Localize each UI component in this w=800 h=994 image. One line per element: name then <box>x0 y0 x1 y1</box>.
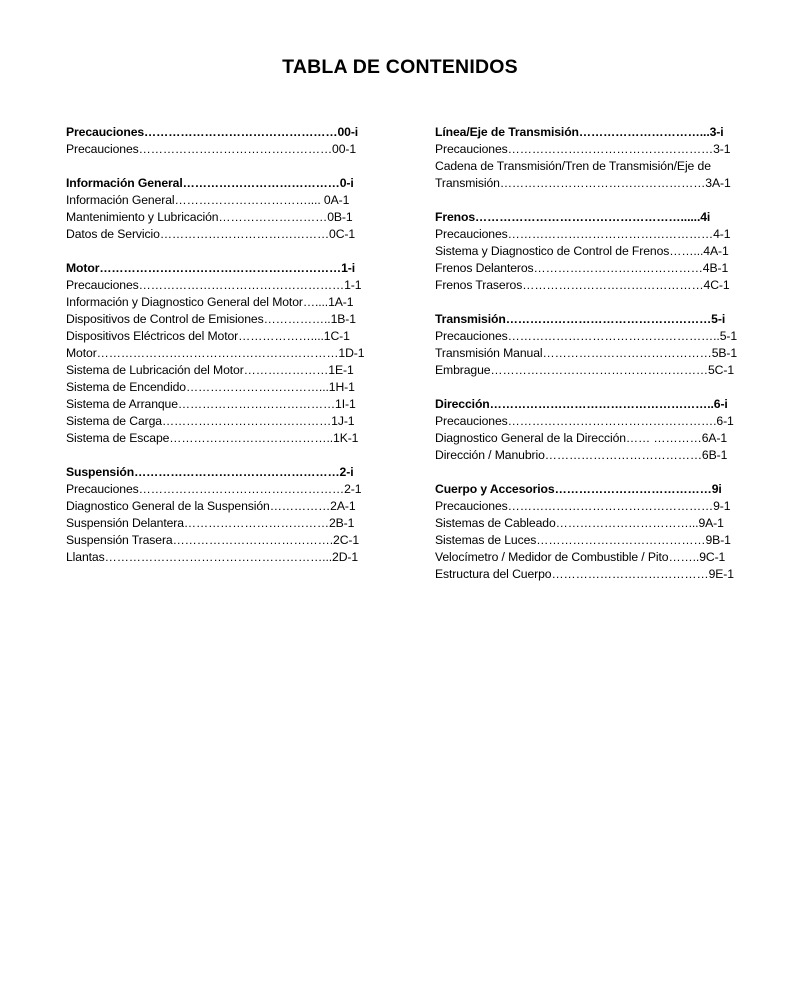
toc-entry: Dispositivos Eléctricos del Motor………………....1C-1 <box>66 329 350 343</box>
toc-entry: Sistema de Lubricación del Motor…………………1E-1 <box>66 363 354 377</box>
toc-entry: Sistemas de Luces……………………………………9B-1 <box>435 533 731 547</box>
toc-heading: Suspensión……………………………………………2-i <box>66 465 354 479</box>
toc-heading: Línea/Eje de Transmisión…………………………...3-i <box>435 125 724 139</box>
toc-entry: Precauciones……………………………………………2-1 <box>66 482 362 496</box>
toc-entry: Sistema y Diagnostico de Control de Frenos……...4A-1 <box>435 244 729 258</box>
toc-entry: Sistema de Encendido……………………………...1H-1 <box>66 380 355 394</box>
page-title: TABLA DE CONTENIDOS <box>282 56 518 78</box>
toc-entry: Precauciones……………………………………………1-1 <box>66 278 362 292</box>
toc-entry: Velocímetro / Medidor de Combustible / Pito……..9C-1 <box>435 550 726 564</box>
toc-section-transmision <box>435 311 757 379</box>
toc-entry: Precauciones……………………………………………..5-1 <box>435 329 738 343</box>
toc-section-frenos <box>435 209 757 294</box>
toc-entry: Suspensión Trasera………………………………….2C-1 <box>66 533 360 547</box>
toc-entry: Diagnostico General de la Dirección…… …………6A-1 <box>435 431 728 445</box>
toc-section-direccion <box>435 396 757 464</box>
toc-section-informacion-general <box>66 175 382 243</box>
toc-entry: Precauciones……………………………………………3-1 <box>435 142 731 156</box>
toc-heading: Información General…………………………………0-i <box>66 176 354 190</box>
toc-heading: Dirección………………………………………………..6-i <box>435 397 728 411</box>
toc-section-cuerpo-accesorios <box>435 481 757 583</box>
toc-section-suspension <box>66 464 382 566</box>
toc-entry: Dirección / Manubrio…………………………………6B-1 <box>435 448 728 462</box>
toc-entry: Diagnostico General de la Suspensión……………2A-1 <box>66 499 356 513</box>
toc-entry: Información y Diagnostico General del Motor…....1A-1 <box>66 295 354 309</box>
toc-right-column <box>435 124 757 600</box>
toc-entry: Sistema de Arranque…………………………………1I-1 <box>66 397 356 411</box>
toc-heading: Frenos……………………………………………......4i <box>435 210 711 224</box>
toc-entry: Precauciones…………………………………………00-1 <box>66 142 357 156</box>
toc-entry: Estructura del Cuerpo…………………………………9E-1 <box>435 567 734 581</box>
toc-entry: Datos de Servicio……………………………………0C-1 <box>66 227 356 241</box>
toc-entry: Transmisión Manual……………………………………5B-1 <box>435 346 738 360</box>
toc-entry: Información General…………………………….... 0A-1 <box>66 193 350 207</box>
toc-entry: Dispositivos de Control de Emisiones……………..1B-1 <box>66 312 356 326</box>
toc-heading: Cuerpo y Accesorios…………………………………9i <box>435 482 722 496</box>
toc-section-motor <box>66 260 382 447</box>
toc-heading: Motor……………………………………………………1-i <box>66 261 356 275</box>
toc-entry: Motor……………………………………………………1D-1 <box>66 346 365 360</box>
toc-section-precauciones <box>66 124 382 158</box>
toc-entry: Frenos Delanteros……………………………………4B-1 <box>435 261 729 275</box>
toc-entry: Precauciones……………………………………………9-1 <box>435 499 731 513</box>
toc-heading: Transmisión……………………………………………5-i <box>435 312 726 326</box>
toc-entry: Sistemas de Cableado……………………………...9A-1 <box>435 516 724 530</box>
toc-entry: Suspensión Delantera………………………………2B-1 <box>66 516 355 530</box>
toc-entry: Cadena de Transmisión/Tren de Transmisión/Eje de Transmisión……………………………………………3A-1 <box>435 159 731 190</box>
toc-entry: Embrague………………………………………………5C-1 <box>435 363 735 377</box>
toc-left-column <box>66 124 382 583</box>
toc-entry: Sistema de Escape…………………………………..1K-1 <box>66 431 359 445</box>
toc-entry: Llantas………………………………………………...2D-1 <box>66 550 359 564</box>
toc-entry: Precauciones…………………………………………….6-1 <box>435 414 734 428</box>
toc-entry: Precauciones……………………………………………4-1 <box>435 227 731 241</box>
toc-section-linea-eje-transmision <box>435 124 757 192</box>
toc-heading: Precauciones…………………………………………00-i <box>66 125 359 139</box>
toc-entry: Frenos Traseros………………………………………4C-1 <box>435 278 730 292</box>
toc-entry: Mantenimiento y Lubricación………………………0B-1 <box>66 210 353 224</box>
toc-entry: Sistema de Carga……………………………………1J-1 <box>66 414 355 428</box>
